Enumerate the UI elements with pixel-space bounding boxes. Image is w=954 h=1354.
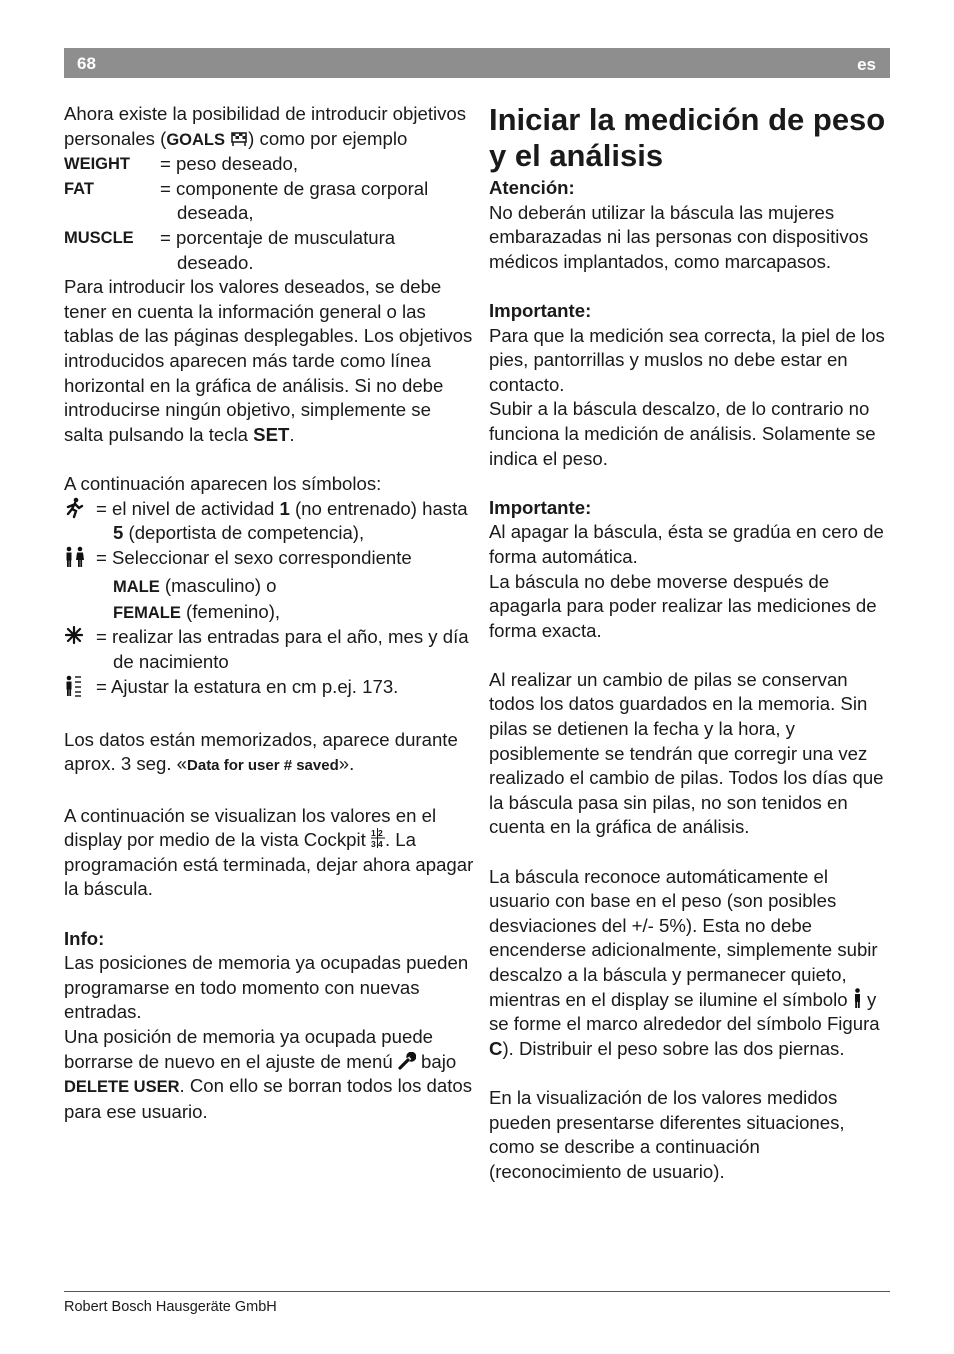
delete-user-label: DELETE USER: [64, 1078, 180, 1097]
footer-company: Robert Bosch Hausgeräte GmbH: [64, 1299, 277, 1315]
desired-values-paragraph: Para introducir los valores deseados, se debe tener en cuenta la información general o las tablas de las páginas desplegables. Los objetivos introducidos aparecen más tarde como línea horizontal en la gráfica de análisis. Si no debe introducirse ningún objetivo, simplemente se salta pulsando la tecla SET.: [64, 276, 473, 445]
important-heading-2: Importante:: [489, 496, 592, 518]
important-text-2b: La báscula no debe moverse después de apagarla para poder realizar las mediciones de forma exacta.: [489, 570, 877, 641]
cockpit-view-icon: [371, 828, 385, 848]
goals-definition-list: [64, 152, 474, 275]
goals-label: GOALS: [166, 130, 225, 149]
goal-term: FAT: [64, 179, 94, 198]
svg-text:2: 2: [377, 828, 383, 839]
goal-definition: = peso deseado,: [160, 153, 299, 175]
male-female-icon: [64, 546, 96, 575]
goal-definition: = componente de grasa corporal deseada,: [160, 177, 429, 224]
goals-flag-icon: [230, 131, 248, 147]
symbol-activity-row: [64, 497, 474, 546]
right-column: [489, 102, 891, 1184]
symbol-sex-text: = Seleccionar el sexo correspondiente: [96, 546, 412, 568]
running-person-icon: [64, 497, 96, 546]
svg-text:3: 3: [370, 839, 376, 849]
svg-text:1: 1: [370, 828, 376, 839]
symbol-sex-row: [64, 546, 474, 575]
symbols-intro: A continuación aparecen los símbolos:: [64, 472, 382, 494]
person-height-icon: [64, 675, 96, 704]
asterisk-icon: [64, 625, 96, 674]
user-recognition-paragraph: La báscula reconoce automáticamente el usuario con base en el peso (son posibles desviaciones del +/- 5%). Esta no debe encenderse adicionalmente, simplemente subir descalzo a la báscula y permanecer quieto, mientras en el display se ilumine el símbolo y se forme el marco alrededor del símbolo Figura C). Distribuir el peso sobre las dos piernas.: [489, 865, 880, 1059]
saved-message: Data for user # saved: [187, 757, 339, 775]
goal-definition: = porcentaje de musculatura deseado.: [160, 226, 396, 273]
goals-intro: Ahora existe la posibilidad de introducir objetivos personales (GOALS ) como por ejemplo: [64, 103, 467, 149]
display-situations-paragraph: En la visualización de los valores medidos pueden presentarse diferentes situaciones, como se describe a continuación (reconocimiento de usuario).: [489, 1086, 845, 1182]
figure-label: C: [489, 1037, 503, 1059]
left-column: [64, 102, 474, 1124]
set-key-label: SET: [253, 423, 290, 445]
attention-heading: Atención:: [489, 177, 575, 198]
cockpit-paragraph: A continuación se visualizan los valores en el display por medio de la vista Cockpit 1 2 3 4 . La programación está terminada, dejar ahora apagar la báscula.: [64, 804, 474, 900]
section-title: Iniciar la medición de peso y el análisis: [489, 102, 886, 173]
page-number: 68: [77, 54, 96, 73]
important-text-2a: Al apagar la báscula, ésta se gradúa en cero de forma automática.: [489, 521, 884, 567]
goal-term: MUSCLE: [64, 228, 134, 247]
wrench-icon: [398, 1052, 416, 1070]
symbol-height-text: = Ajustar la estatura en cm p.ej. 173.: [96, 675, 399, 697]
info-paragraph-2: Una posición de memoria ya ocupada puede borrarse de nuevo en el ajuste de menú bajo DELETE USER. Con ello se borran todos los datos para ese usuario.: [64, 1025, 473, 1122]
battery-paragraph: Al realizar un cambio de pilas se conservan todos los datos guardados en la memoria. Sin pilas se detienen la fecha y la hora, y posiblemente se tendrán que corregir una vez realizado el cambio de pilas. Todos los días que la báscula pasa sin pilas, no son tenidos en cuenta en la gráfica de análisis.: [489, 668, 884, 838]
footer-divider: [64, 1291, 890, 1292]
goal-row: [64, 226, 474, 275]
symbol-height-row: [64, 675, 474, 704]
symbol-activity-text: = el nivel de actividad 1 (no entrenado) hasta 5 (deportista de competencia),: [96, 497, 468, 544]
info-paragraph-1: Las posiciones de memoria ya ocupadas pueden programarse en todo momento con nuevas entradas.: [64, 952, 469, 1023]
important-heading-1: Importante:: [489, 299, 592, 321]
symbol-birthdate-row: [64, 625, 474, 674]
page-header-bar: [64, 48, 890, 78]
important-text-1b: Subir a la báscula descalzo, de lo contrario no funciona la medición de análisis. Solamente se indica el peso.: [489, 398, 876, 469]
male-option: MALE (masculino) o: [113, 575, 277, 597]
svg-text:4: 4: [377, 839, 383, 849]
person-icon: [853, 988, 862, 1008]
goal-row: [64, 177, 474, 226]
goal-term: WEIGHT: [64, 155, 130, 174]
symbol-birthdate-text: = realizar las entradas para el año, mes y día de nacimiento: [96, 626, 469, 673]
goal-row: [64, 152, 474, 177]
info-heading: Info:: [64, 927, 105, 949]
memorized-paragraph: Los datos están memorizados, aparece durante aprox. 3 seg. «Data for user # saved».: [64, 728, 458, 775]
attention-text: No deberán utilizar la báscula las mujeres embarazadas ni las personas con dispositivos médicos implantados, como marcapasos.: [489, 201, 869, 272]
female-option: FEMALE (femenino),: [113, 600, 281, 622]
language-code: es: [857, 55, 876, 74]
important-text-1a: Para que la medición sea correcta, la piel de los pies, pantorrillas y muslos no debe estar en contacto.: [489, 324, 885, 395]
